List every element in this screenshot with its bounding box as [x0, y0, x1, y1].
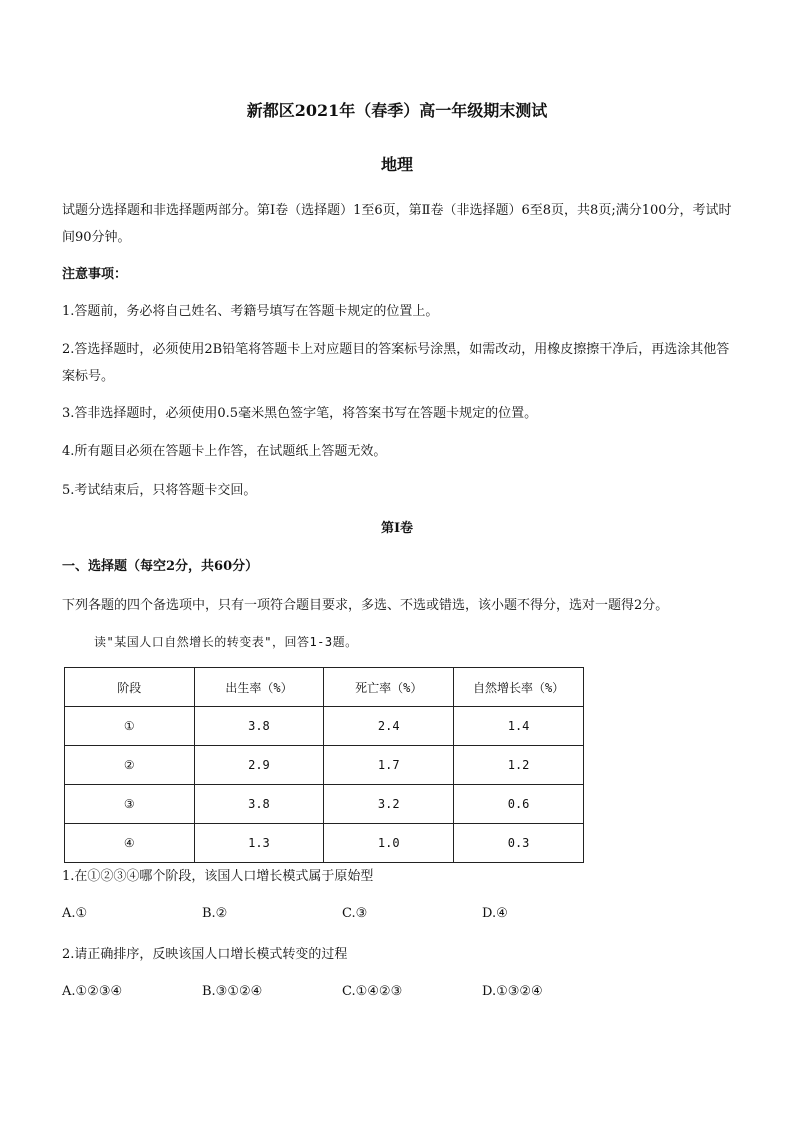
table-cell: 1.0	[324, 824, 454, 863]
volume-heading: 第Ⅰ卷	[380, 521, 414, 536]
note-item: 4.所有题目必须在答题卡上作答，在试题纸上答题无效。	[62, 444, 387, 459]
table-cell: 3.8	[194, 707, 324, 746]
table-cell: ④	[65, 824, 195, 863]
answer-option-c: C.①④②③	[342, 984, 403, 999]
subject-title: 地理	[380, 155, 413, 174]
section-instruction: 下列各题的四个备选项中，只有一项符合题目要求，多选、不选或错选，该小题不得分，选对一题得2分。	[62, 598, 669, 613]
table-cell: 0.3	[454, 824, 584, 863]
answer-option-b: B.②	[202, 906, 228, 921]
table-row	[65, 824, 584, 863]
answer-option-c: C.③	[342, 906, 368, 921]
table-cell: 3.8	[194, 785, 324, 824]
section-heading: 一、选择题（每空2分，共60分）	[62, 559, 259, 574]
table-header-row	[65, 668, 584, 707]
column-header: 出生率（%）	[194, 668, 324, 707]
question-stem: 2.请正确排序，反映该国人口增长模式转变的过程	[62, 947, 348, 962]
table-cell: 2.9	[194, 746, 324, 785]
table-cell: 1.7	[324, 746, 454, 785]
answer-option-d: D.①③②④	[482, 984, 543, 999]
column-header: 死亡率（%）	[324, 668, 454, 707]
population-table	[64, 667, 584, 863]
column-header: 阶段	[65, 668, 195, 707]
exam-title: 新都区2021年（春季）高一年级期末测试	[246, 101, 548, 120]
table-cell: ③	[65, 785, 195, 824]
note-item: 5.考试结束后，只将答题卡交回。	[62, 483, 257, 498]
table-cell: 1.2	[454, 746, 584, 785]
note-item: 2.答选择题时，必须使用2B铅笔将答题卡上对应题目的答案标号涂黑，如需改动，用橡皮擦擦干净后，再选涂其他答案标号。	[62, 342, 730, 384]
column-header: 自然增长率（%）	[454, 668, 584, 707]
intro-paragraph: 试题分选择题和非选择题两部分。第Ⅰ卷（选择题）1至6页，第Ⅱ卷（非选择题）6至8页，共8页;满分100分，考试时间90分钟。	[62, 203, 732, 245]
table-cell: 1.4	[454, 707, 584, 746]
table-row	[65, 785, 584, 824]
question-stem: 1.在①②③④哪个阶段，该国人口增长模式属于原始型	[62, 869, 374, 884]
answer-option-d: D.④	[482, 906, 508, 921]
table-row	[65, 707, 584, 746]
table-row	[65, 746, 584, 785]
table-cell: 3.2	[324, 785, 454, 824]
note-item: 1.答题前，务必将自己姓名、考籍号填写在答题卡规定的位置上。	[62, 304, 439, 319]
answer-option-b: B.③①②④	[202, 984, 263, 999]
table-cell: ②	[65, 746, 195, 785]
answer-option-a: A.①	[62, 906, 88, 921]
notes-heading: 注意事项：	[62, 267, 128, 282]
note-item: 3.答非选择题时，必须使用0.5毫米黑色签字笔，将答案书写在答题卡规定的位置。	[62, 406, 538, 421]
table-cell: 1.3	[194, 824, 324, 863]
table-cell: ①	[65, 707, 195, 746]
reading-prompt: 读"某国人口自然增长的转变表"，回答1-3题。	[94, 635, 358, 649]
answer-option-a: A.①②③④	[62, 984, 123, 999]
table-cell: 0.6	[454, 785, 584, 824]
table-cell: 2.4	[324, 707, 454, 746]
